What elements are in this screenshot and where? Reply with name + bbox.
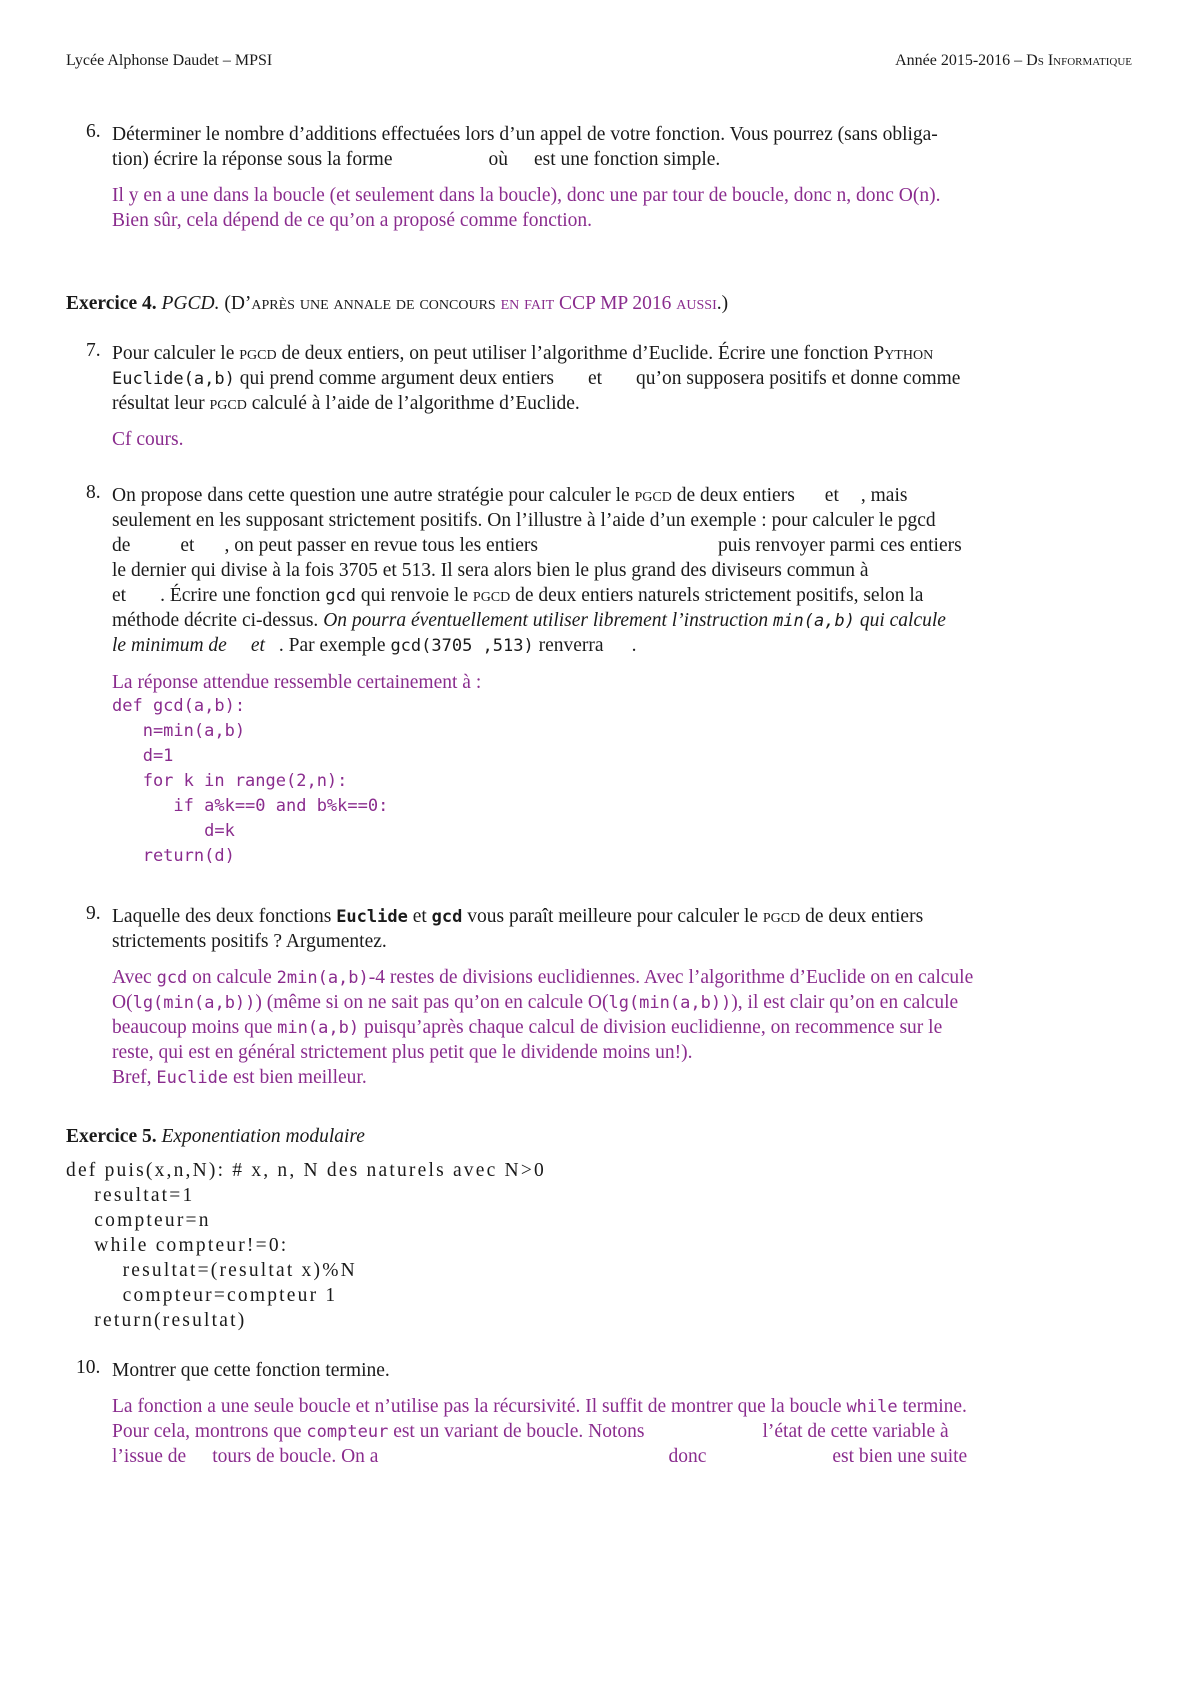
- question-8-line-7: [112, 632, 636, 660]
- listing-line: resultat=(resultat x)%N: [66, 1260, 357, 1281]
- question-8-line-6: [112, 607, 946, 635]
- question-6-line-2: [112, 146, 720, 173]
- q8-text: de: [112, 535, 131, 556]
- a10-code: while: [846, 1397, 898, 1417]
- question-7-line-3: [112, 390, 580, 417]
- q7-text: et: [587, 368, 603, 389]
- question-number: 7.: [86, 340, 101, 361]
- listing-line: def puis(x,n,N): # x, n, N des naturels avec N>0: [66, 1160, 546, 1181]
- q6-text: où: [488, 149, 508, 170]
- a10-code: compteur: [306, 1422, 389, 1442]
- a9-text: -4 restes de divisions euclidiennes. Avec l’algorithme d’Euclide on en calcule: [368, 967, 974, 988]
- q8-text: pgcd: [472, 585, 511, 606]
- listing-line: compteur=compteur 1: [66, 1285, 338, 1306]
- q8-text: et: [112, 585, 127, 606]
- answer-7: Cf cours.: [112, 429, 184, 450]
- q6-text: est une fonction simple.: [533, 149, 721, 170]
- q8-text: On pourra éventuellement utiliser librement l’instruction: [323, 610, 769, 631]
- question-number: 8.: [86, 482, 101, 503]
- q8-text: de deux entiers: [676, 485, 795, 506]
- a9-text: Bref,: [112, 1067, 152, 1088]
- code-line: d=1: [112, 746, 174, 766]
- q6-text: tion) écrire la réponse sous la forme: [112, 149, 393, 170]
- q9-code: Euclide: [336, 907, 408, 927]
- header-right-course: Ds Informatique: [1026, 52, 1132, 69]
- q7-text: calculé à l’aide de l’algorithme d’Euclide.: [251, 393, 580, 414]
- q8-text: et: [180, 535, 195, 556]
- q8-code: min(a,b): [773, 611, 855, 631]
- a10-text: Pour cela, montrons que: [112, 1421, 302, 1442]
- q7-text: Pour calculer le: [112, 343, 235, 364]
- listing-line: compteur=n: [66, 1210, 211, 1231]
- answer-8-intro: La réponse attendue ressemble certainement à :: [112, 672, 482, 693]
- exercise-source-note: en fait CCP MP 2016 aussi: [500, 293, 717, 314]
- document-page: [66, 0, 1132, 1684]
- header-left: Lycée Alphonse Daudet – MPSI: [66, 52, 273, 69]
- q7-text: résultat leur: [112, 393, 205, 414]
- a9-text: est bien meilleur.: [232, 1067, 367, 1088]
- q8-text: , mais: [860, 485, 908, 506]
- a10-text: tours de boucle. On a: [212, 1446, 379, 1467]
- q9-text: vous paraît meilleure pour calculer le: [467, 906, 759, 927]
- q9-text: et: [412, 906, 427, 927]
- answer-6-line-1: Il y en a une dans la boucle (et seulement dans la boucle), donc une par tour de boucle, donc n, donc O(n).: [112, 185, 941, 206]
- q8-text: qui renvoie le: [360, 585, 469, 606]
- q7-code: Euclide(a,b): [112, 369, 235, 389]
- q8-text: . Par exemple: [278, 635, 386, 656]
- question-number: 6.: [86, 121, 101, 142]
- a9-text: Avec: [112, 967, 152, 988]
- a9-code: lg(min(a,b)): [608, 993, 732, 1013]
- question-9-line-2: strictements positifs ? Argumentez.: [112, 931, 387, 952]
- answer-10-line-3: [112, 1443, 967, 1470]
- q8-text: .: [631, 635, 637, 656]
- answer-10-line-1: [112, 1393, 967, 1421]
- exercise-source: (D’après une annale de concours: [224, 293, 496, 314]
- a9-code: min(a,b): [277, 1018, 360, 1038]
- header-right: [895, 52, 1132, 70]
- question-10-line: Montrer que cette fonction termine.: [112, 1360, 390, 1381]
- q7-text: qu’on supposera positifs et donne comme: [636, 368, 961, 389]
- q8-code: gcd(3705 ,513): [390, 636, 534, 656]
- q7-text: de deux entiers, on peut utiliser l’algorithme d’Euclide. Écrire une fonction: [281, 343, 869, 364]
- a9-text: ), il est clair qu’on en calcule: [731, 992, 959, 1013]
- question-9-line-1: [112, 903, 923, 931]
- q8-text: et: [824, 485, 839, 506]
- listing-line: return(resultat): [66, 1310, 247, 1331]
- q8-code: gcd: [325, 586, 356, 606]
- q8-text: et: [250, 635, 265, 656]
- answer-9-line-2: [112, 989, 958, 1017]
- code-line: if a%k==0 and b%k==0:: [112, 796, 389, 816]
- q8-text: de deux entiers naturels strictement positifs, selon la: [515, 585, 924, 606]
- q7-text: Python: [873, 343, 934, 364]
- a9-text: on calcule: [192, 967, 272, 988]
- q9-text: Laquelle des deux fonctions: [112, 906, 332, 927]
- q8-text: puis renvoyer parmi ces entiers: [718, 535, 962, 556]
- q8-text: le minimum de: [112, 635, 227, 656]
- q8-text: qui calcule: [859, 610, 946, 631]
- exercise-title: Exponentiation modulaire: [161, 1126, 365, 1147]
- a10-text: est un variant de boucle. Notons: [393, 1421, 645, 1442]
- a10-text: l’issue de: [112, 1446, 187, 1467]
- q8-text: pgcd: [634, 485, 672, 506]
- question-8-line-3: [112, 532, 962, 559]
- listing-line: while compteur!=0:: [66, 1235, 289, 1256]
- question-7-line-1: [112, 340, 933, 367]
- a9-text: beaucoup moins que: [112, 1017, 273, 1038]
- a9-code: gcd: [156, 968, 188, 988]
- q8-text: On propose dans cette question une autre stratégie pour calculer le: [112, 485, 630, 506]
- a9-text: O(: [112, 992, 133, 1013]
- question-8-line-4: le dernier qui divise à la fois 3705 et 513. Il sera alors bien le plus grand des diviseurs commun à: [112, 560, 869, 581]
- question-number: 9.: [86, 903, 101, 924]
- q9-text: de deux entiers: [805, 906, 924, 927]
- exercise-title: PGCD.: [161, 293, 220, 314]
- a10-text: termine.: [902, 1396, 967, 1417]
- code-line: def gcd(a,b):: [112, 696, 246, 716]
- a9-text: ) (même si on ne sait pas qu’on en calcule O(: [255, 992, 609, 1013]
- q8-text: méthode décrite ci-dessus.: [112, 610, 319, 631]
- a9-code: 2min(a,b): [276, 968, 369, 988]
- code-line: return(d): [112, 846, 235, 866]
- exercise-4-heading: [66, 290, 728, 317]
- code-line: d=k: [112, 821, 235, 841]
- q8-text: . Écrire une fonction: [160, 585, 321, 606]
- q9-text: pgcd: [762, 906, 801, 927]
- code-line: for k in range(2,n):: [112, 771, 348, 791]
- header-right-prefix: Année 2015-2016 –: [895, 52, 1027, 69]
- answer-6-line-2: Bien sûr, cela dépend de ce qu’on a proposé comme fonction.: [112, 210, 593, 231]
- question-8-line-2: seulement en les supposant strictement positifs. On l’illustre à l’aide d’un exemple : pour calculer le pgcd: [112, 510, 936, 531]
- answer-9-line-3: [112, 1014, 942, 1042]
- a10-text: est bien une suite: [832, 1446, 968, 1467]
- question-8-line-1: [112, 482, 907, 509]
- a9-code: Euclide: [156, 1068, 229, 1088]
- answer-9-line-1: [112, 964, 973, 992]
- q8-text: renverra: [538, 635, 604, 656]
- question-6-line-1: Déterminer le nombre d’additions effectuées lors d’un appel de votre fonction. Vous pourrez (sans obliga-: [112, 124, 938, 145]
- a10-text: l’état de cette variable à: [762, 1421, 949, 1442]
- exercise-label: Exercice 4.: [66, 293, 157, 314]
- exercise-5-heading: [66, 1123, 365, 1150]
- a10-text: donc: [668, 1446, 707, 1467]
- question-7-line-2: [112, 365, 960, 393]
- a9-text: puisqu’après chaque calcul de division euclidienne, on recommence sur le: [363, 1017, 943, 1038]
- code-line: n=min(a,b): [112, 721, 246, 741]
- q8-text: , on peut passer en revue tous les entiers: [224, 535, 539, 556]
- exercise-source-end: .): [716, 293, 729, 314]
- q7-text: pgcd: [239, 343, 277, 364]
- q9-code: gcd: [431, 907, 463, 927]
- answer-9-line-5: [112, 1064, 367, 1092]
- answer-9-line-4: reste, qui est en général strictement plus petit que le dividende moins un!).: [112, 1042, 693, 1063]
- question-number: 10.: [76, 1357, 101, 1378]
- listing-line: resultat=1: [66, 1185, 195, 1206]
- question-8-line-5: [112, 582, 923, 610]
- a9-code: lg(min(a,b)): [132, 993, 256, 1013]
- q7-text: pgcd: [209, 393, 247, 414]
- a10-text: La fonction a une seule boucle et n’utilise pas la récursivité. Il suffit de montrer que la boucle: [112, 1396, 842, 1417]
- exercise-label: Exercice 5.: [66, 1126, 157, 1147]
- answer-10-line-2: [112, 1418, 949, 1446]
- q7-text: qui prend comme argument deux entiers: [239, 368, 554, 389]
